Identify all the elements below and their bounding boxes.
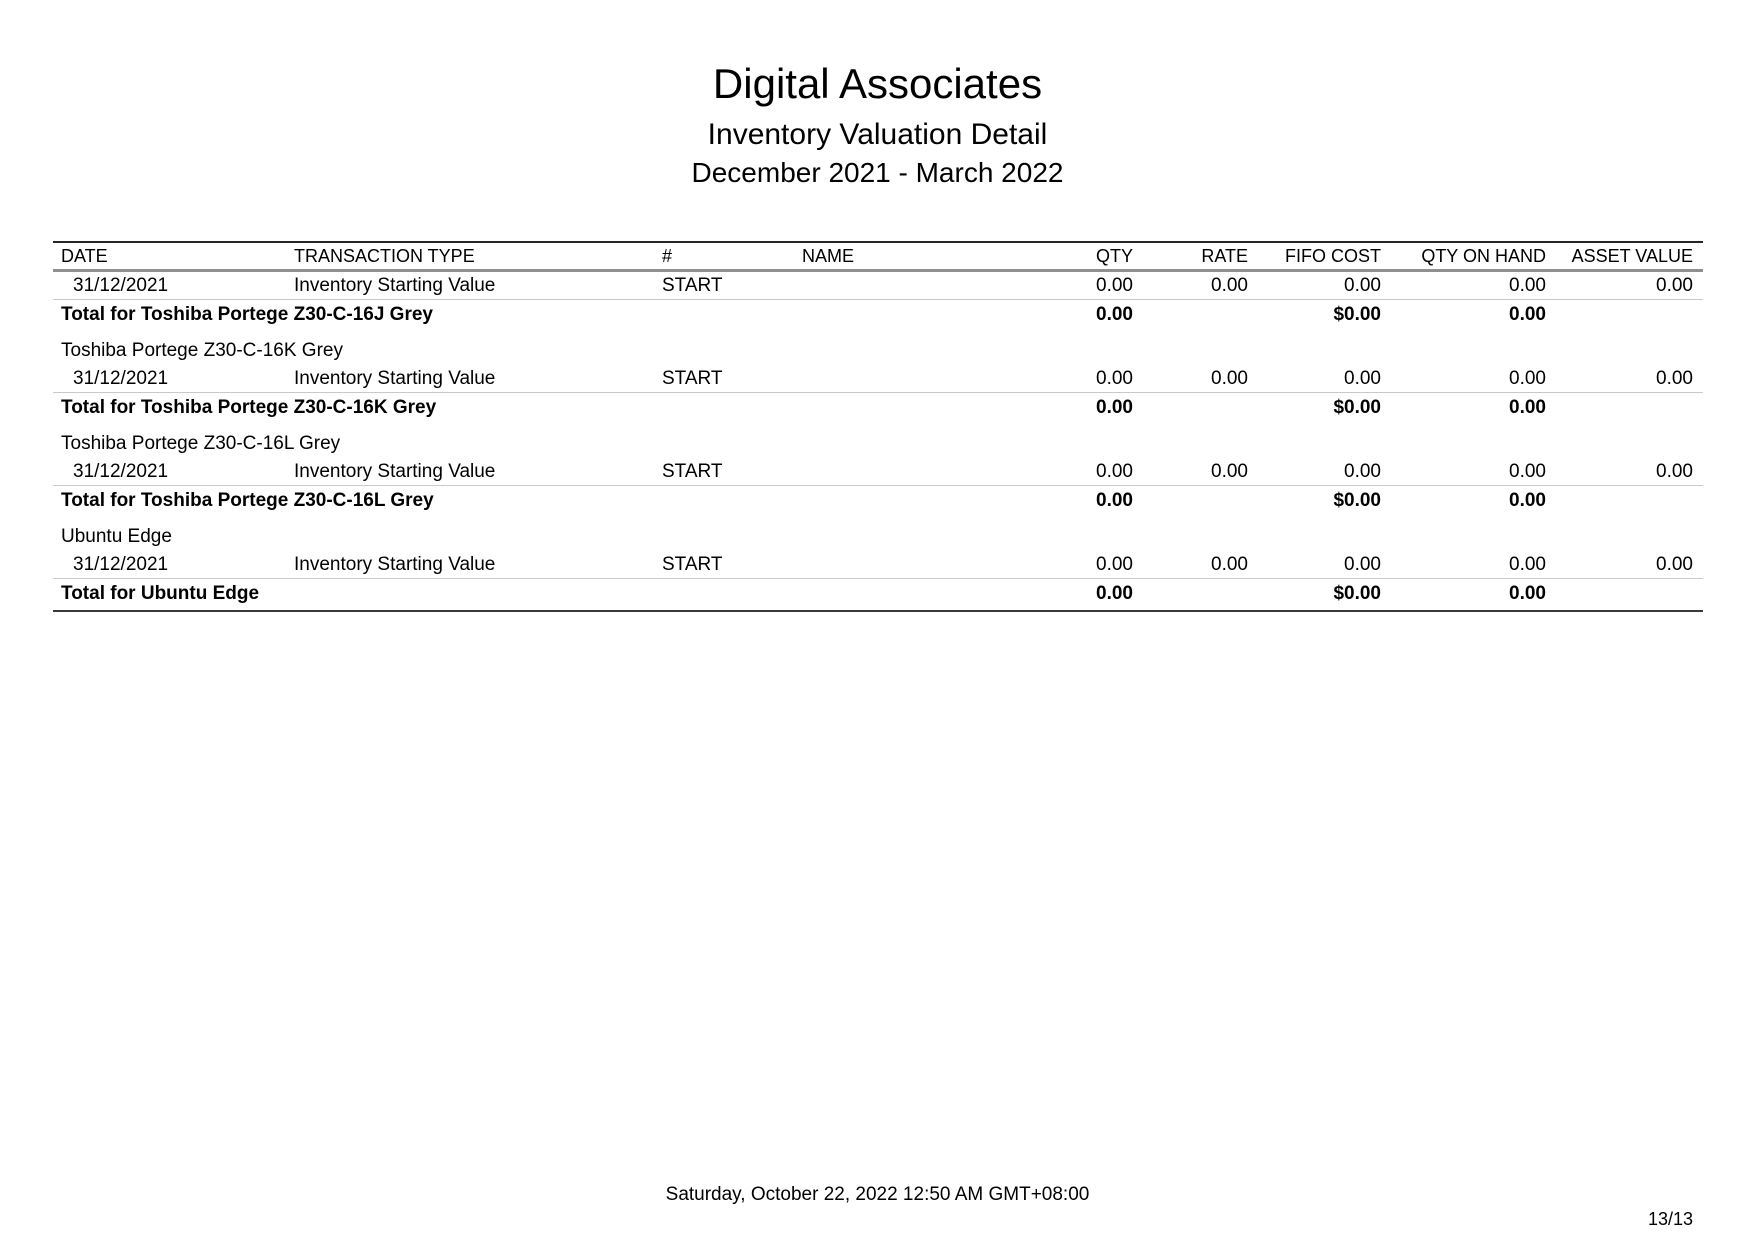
total-row [53, 393, 1703, 423]
cell-qty: 0.00 [1010, 458, 1141, 486]
cell-rate: 0.00 [1141, 365, 1256, 393]
total-rate [1141, 300, 1256, 330]
column-header-qoh: QTY ON HAND [1389, 242, 1554, 271]
transaction-row [53, 365, 1703, 393]
total-rate [1141, 486, 1256, 516]
column-header-num: # [660, 242, 795, 271]
cell-number: START [660, 458, 795, 486]
total-label: Total for Toshiba Portege Z30-C-16J Grey [61, 303, 433, 325]
cell-qty-on-hand: 0.00 [1389, 365, 1554, 393]
inventory-valuation-table [53, 241, 1703, 608]
total-asset-value [1554, 393, 1703, 423]
cell-asset-value: 0.00 [1554, 365, 1703, 393]
cell-transaction-type: Inventory Starting Value [290, 551, 660, 579]
cell-rate: 0.00 [1141, 271, 1256, 300]
cell-number: START [660, 271, 795, 300]
cell-date: 31/12/2021 [53, 551, 290, 579]
total-qty: 0.00 [1096, 582, 1133, 604]
cell-fifo-cost: 0.00 [1256, 458, 1389, 486]
total-fifo-cost: $0.00 [1333, 489, 1381, 511]
transaction-row [53, 458, 1703, 486]
column-header-asset: ASSET VALUE [1554, 242, 1703, 271]
total-qty-on-hand: 0.00 [1509, 489, 1546, 511]
cell-transaction-type: Inventory Starting Value [290, 458, 660, 486]
total-row [53, 300, 1703, 330]
cell-name [795, 365, 1010, 393]
total-rate [1141, 393, 1256, 423]
cell-asset-value: 0.00 [1554, 458, 1703, 486]
total-fifo-cost: $0.00 [1333, 582, 1381, 604]
total-qty: 0.00 [1096, 396, 1133, 418]
cell-name [795, 458, 1010, 486]
total-qty-on-hand: 0.00 [1509, 303, 1546, 325]
total-row [53, 579, 1703, 609]
total-label: Total for Toshiba Portege Z30-C-16L Grey [61, 489, 434, 511]
cell-fifo-cost: 0.00 [1256, 271, 1389, 300]
cell-number: START [660, 365, 795, 393]
column-header-qty: QTY [1010, 242, 1141, 271]
column-header-date: DATE [53, 242, 290, 271]
cell-date: 31/12/2021 [53, 458, 290, 486]
column-header-fifo: FIFO COST [1256, 242, 1389, 271]
cell-number: START [660, 551, 795, 579]
total-rate [1141, 579, 1256, 609]
cell-date: 31/12/2021 [53, 271, 290, 300]
transaction-row [53, 271, 1703, 300]
report-period: December 2021 - March 2022 [691, 157, 1064, 188]
group-label: Toshiba Portege Z30-C-16K Grey [61, 339, 343, 361]
group-label: Toshiba Portege Z30-C-16L Grey [61, 432, 341, 454]
cell-transaction-type: Inventory Starting Value [290, 271, 660, 300]
report-title: Inventory Valuation Detail [707, 118, 1048, 151]
cell-qty-on-hand: 0.00 [1389, 271, 1554, 300]
total-qty: 0.00 [1096, 489, 1133, 511]
cell-rate: 0.00 [1141, 551, 1256, 579]
cell-rate: 0.00 [1141, 458, 1256, 486]
total-qty-on-hand: 0.00 [1509, 396, 1546, 418]
group-header-row [53, 515, 1703, 551]
cell-qty: 0.00 [1010, 551, 1141, 579]
report-header [0, 60, 1755, 190]
total-fifo-cost: $0.00 [1333, 303, 1381, 325]
cell-asset-value: 0.00 [1554, 551, 1703, 579]
total-asset-value [1554, 486, 1703, 516]
cell-qty: 0.00 [1010, 365, 1141, 393]
total-row [53, 486, 1703, 516]
cell-qty-on-hand: 0.00 [1389, 551, 1554, 579]
total-qty-on-hand: 0.00 [1509, 582, 1546, 604]
transaction-row [53, 551, 1703, 579]
report-generated-timestamp: Saturday, October 22, 2022 12:50 AM GMT+08:00 [665, 1184, 1090, 1205]
cell-name [795, 271, 1010, 300]
cell-date: 31/12/2021 [53, 365, 290, 393]
inventory-valuation-table-wrap [53, 241, 1703, 612]
group-header-row [53, 329, 1703, 365]
cell-qty-on-hand: 0.00 [1389, 458, 1554, 486]
page-number: 13/13 [1647, 1209, 1693, 1229]
cell-asset-value: 0.00 [1554, 271, 1703, 300]
total-asset-value [1554, 300, 1703, 330]
column-header-rate: RATE [1141, 242, 1256, 271]
table-header-row [53, 242, 1703, 271]
group-header-row [53, 422, 1703, 458]
cell-fifo-cost: 0.00 [1256, 365, 1389, 393]
total-label: Total for Ubuntu Edge [61, 582, 260, 604]
total-fifo-cost: $0.00 [1333, 396, 1381, 418]
group-label: Ubuntu Edge [61, 525, 172, 547]
cell-fifo-cost: 0.00 [1256, 551, 1389, 579]
column-header-name: NAME [795, 242, 1010, 271]
company-name: Digital Associates [712, 60, 1043, 107]
total-asset-value [1554, 579, 1703, 609]
cell-name [795, 551, 1010, 579]
total-label: Total for Toshiba Portege Z30-C-16K Grey [61, 396, 437, 418]
column-header-type: TRANSACTION TYPE [290, 242, 660, 271]
cell-qty: 0.00 [1010, 271, 1141, 300]
cell-transaction-type: Inventory Starting Value [290, 365, 660, 393]
total-qty: 0.00 [1096, 303, 1133, 325]
